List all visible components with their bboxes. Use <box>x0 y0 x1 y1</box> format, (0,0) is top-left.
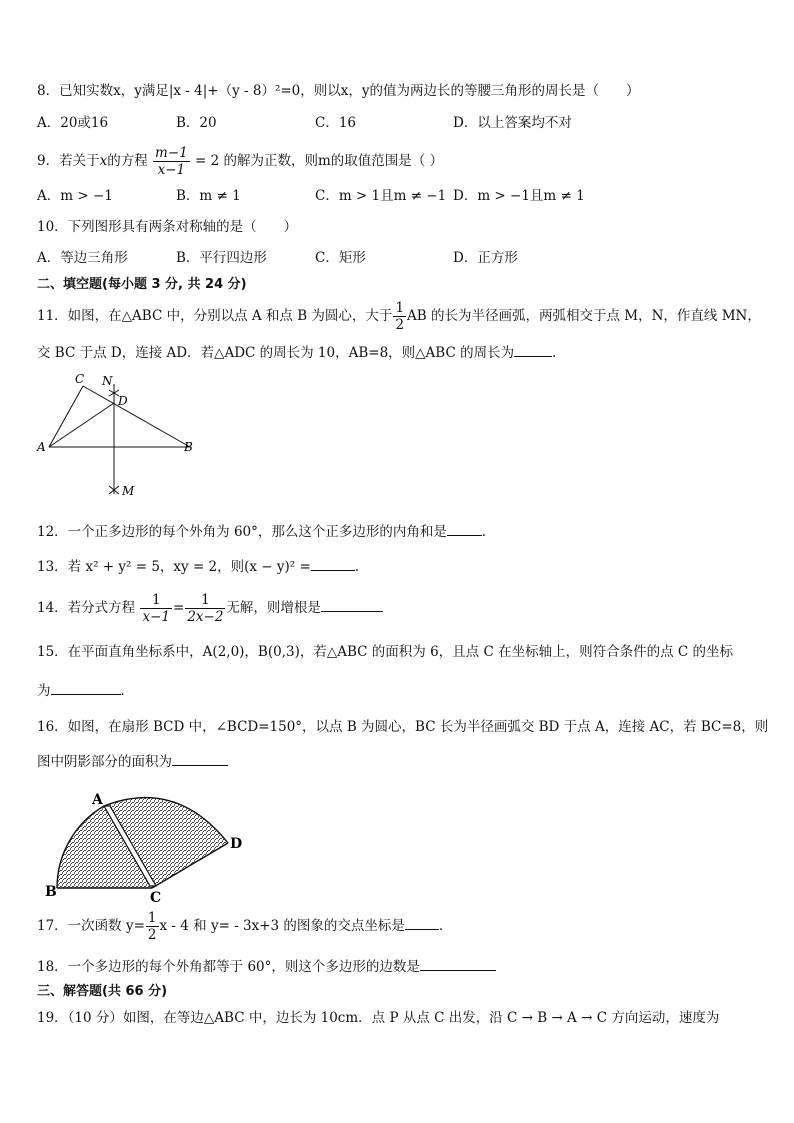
q11-figure <box>30 368 210 504</box>
q8-option-b: B．20 <box>176 115 217 131</box>
q14-fraction-right: $\frac{1}{2x-2}$ <box>187 592 224 625</box>
q11-line1: 11．如图，在△ABC 中，分别以点 A 和点 B 为圆心，大于 $\frac{1}{2}$ AB 的长为半径画弧，两弧相交于点 M，N，作直线 MN， <box>37 300 761 333</box>
label-c: C <box>75 372 85 386</box>
q16-line2: 图中阴影部分的面积为 <box>37 751 228 771</box>
segment-ad <box>49 403 114 447</box>
q13-answer-blank[interactable] <box>311 556 355 571</box>
q11-line2: 交 BC 于点 D，连接 AD．若△ADC 的周长为 10，AB=8，则△ABC 的周长为 ． <box>37 342 566 362</box>
q14-answer-blank[interactable] <box>321 597 383 612</box>
q17-fraction: $\frac{1}{2}$ <box>147 910 157 943</box>
q17-answer-blank[interactable] <box>405 915 439 930</box>
label-b: B <box>45 884 57 900</box>
q19: 19．（10 分）如图，在等边△ABC 中，边长为 10cm．点 P 从点 C 出发，沿 C → B → A → C 方向运动，速度为 <box>37 1010 720 1026</box>
q14: 14．若分式方程 $\frac{1}{x-1}$ = $\frac{1}{2x-2}$ 无解，则增根是 <box>37 590 383 626</box>
label-c: C <box>150 890 162 906</box>
q9-var: x <box>99 153 108 169</box>
q15-line1: 15．在平面直角坐标系中，A(2,0)，B(0,3)，若△ABC 的面积为 6，且点 C 在坐标轴上，则符合条件的点 C 的坐标 <box>37 644 733 660</box>
q9-fraction: $\frac{m-1}{x-1}$ <box>155 145 188 178</box>
q9-option-a: A．m > −1 <box>37 188 113 204</box>
q9-option-c: C．m > 1且m ≠ −1 <box>315 188 447 204</box>
q15-line2: 为 ． <box>37 680 134 700</box>
q9-option-d: D．m > −1且m ≠ 1 <box>453 188 585 204</box>
q18-answer-blank[interactable] <box>420 956 496 971</box>
label-a: A <box>37 440 46 454</box>
q9-stem <box>37 144 443 178</box>
q9-option-b: B．m ≠ 1 <box>176 188 241 204</box>
section3-heading: 三、解答题(共 66 分) <box>37 984 168 999</box>
q12: 12．一个正多边形的每个外角为 60°，那么这个正多边形的内角和是 ． <box>37 521 495 541</box>
q8-stem: 8．已知实数x，y满足|x - 4|+（y - 8）²=0，则以x，y的值为两边长的等腰三角形的周长是（ ） <box>37 83 640 99</box>
q16-answer-blank[interactable] <box>172 751 228 766</box>
label-d: D <box>230 836 243 852</box>
q16-line1: 16．如图，在扇形 BCD 中，∠BCD=150°，以点 B 为圆心，BC 长为半径画弧交 BD 于点 A，连接 AC，若 BC=8，则 <box>37 719 769 735</box>
q11-fraction: $\frac{1}{2}$ <box>395 300 405 333</box>
q8-option-d: D．以上答案均不对 <box>453 115 572 131</box>
label-d: D <box>118 394 128 408</box>
label-m: M <box>122 484 135 498</box>
q10-stem: 10．下列图形具有两条对称轴的是（ ） <box>37 219 298 235</box>
q10-option-a: A．等边三角形 <box>37 250 128 266</box>
q15-answer-blank[interactable] <box>51 680 121 695</box>
segment-cb <box>83 386 190 447</box>
q14-fraction-left: $\frac{1}{x-1}$ <box>142 592 170 625</box>
label-n: N <box>102 374 113 388</box>
q17: 17．一次函数 y= $\frac{1}{2}$ x - 4 和 y= - 3x+3 的图象的交点坐标是 ． <box>37 910 453 943</box>
q11-answer-blank[interactable] <box>514 342 552 357</box>
q13: 13．若 x² + y² = 5，xy = 2，则(x − y)² = ． <box>37 556 368 576</box>
q12-answer-blank[interactable] <box>447 521 482 536</box>
q9-pre: 9．若关于 <box>37 153 100 169</box>
q16-figure <box>40 786 250 906</box>
segment-ac <box>49 386 83 447</box>
q8-option-c: C．16 <box>315 115 357 131</box>
q10-option-d: D．正方形 <box>453 250 518 266</box>
label-a: A <box>92 792 103 808</box>
q9-mid: 的方程 <box>107 153 148 169</box>
q18: 18．一个多边形的每个外角都等于 60°，则这个多边形的边数是 <box>37 956 496 976</box>
section2-heading: 二、填空题(每小题 3 分, 共 24 分) <box>37 277 247 292</box>
q8-option-a: A．20或16 <box>37 115 109 131</box>
q10-option-b: B．平行四边形 <box>176 250 267 266</box>
label-b: B <box>184 440 193 454</box>
q9-post: = 2 的解为正数，则m的取值范围是（ ） <box>195 153 444 169</box>
q10-option-c: C．矩形 <box>315 250 366 266</box>
